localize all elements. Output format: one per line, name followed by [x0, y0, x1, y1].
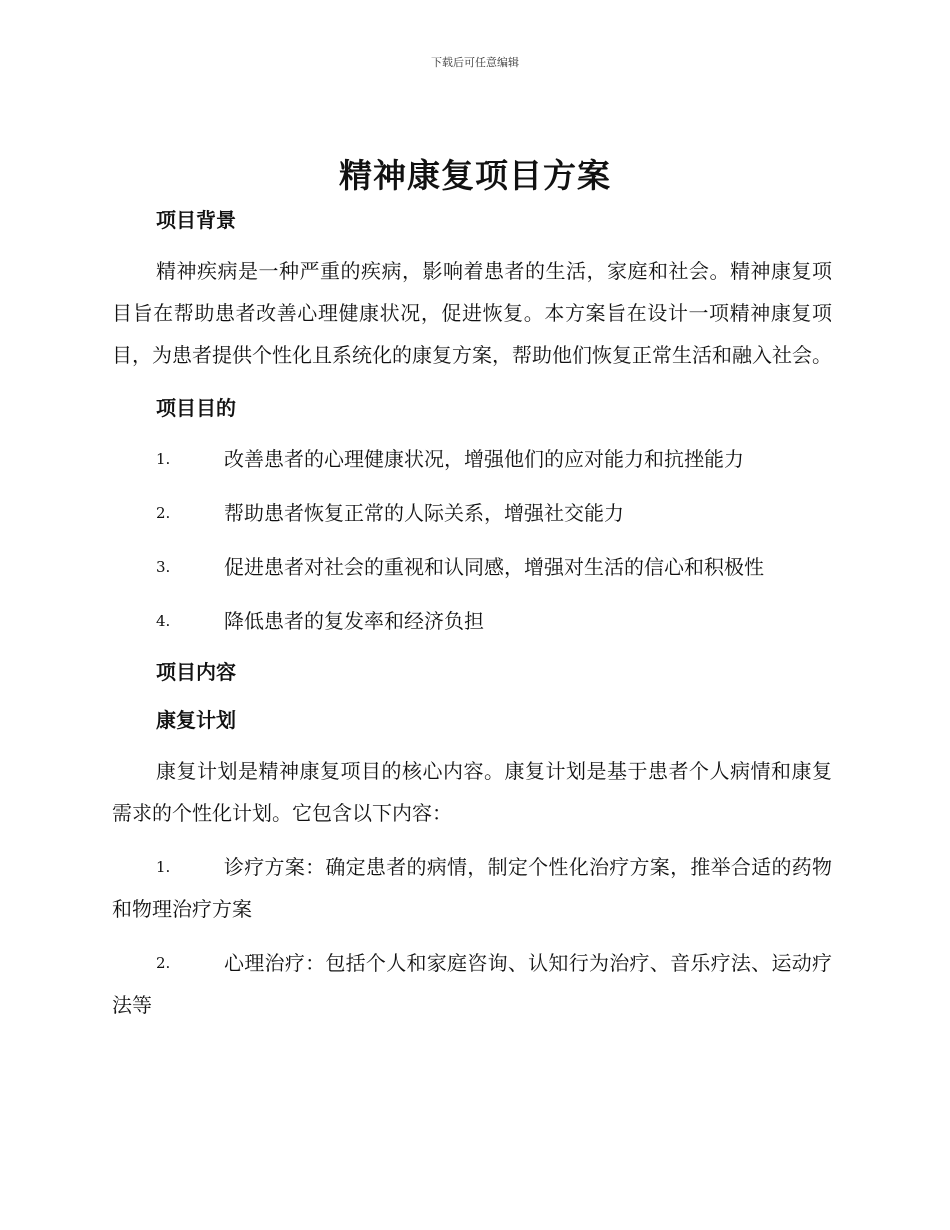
- list-text: 促进患者对社会的重视和认同感，增强对生活的信心和积极性: [224, 555, 764, 579]
- list-item: [112, 438, 832, 480]
- list-text: 改善患者的心理健康状况，增强他们的应对能力和抗挫能力: [224, 447, 744, 471]
- list-text: 心理治疗：包括个人和家庭咨询、认知行为治疗、音乐疗法、运动疗法等: [112, 951, 832, 1017]
- list-item: [112, 546, 832, 588]
- list-item: [112, 492, 832, 534]
- paragraph-plan: 康复计划是精神康复项目的核心内容。康复计划是基于患者个人病情和康复需求的个性化计划。它包含以下内容：: [112, 759, 832, 825]
- list-number: 2.: [156, 504, 171, 522]
- heading-content: 项目内容: [156, 660, 236, 684]
- heading-background: 项目背景: [156, 208, 236, 232]
- document-body: [112, 202, 832, 1026]
- list-item: [112, 846, 832, 930]
- header-note: 下载后可任意编辑: [431, 56, 519, 69]
- list-number: 1.: [156, 858, 171, 876]
- heading-plan: 康复计划: [156, 708, 236, 732]
- heading-purpose: 项目目的: [156, 396, 236, 420]
- list-number: 1.: [156, 450, 171, 468]
- list-text: 帮助患者恢复正常的人际关系，增强社交能力: [224, 501, 624, 525]
- list-text: 诊疗方案：确定患者的病情，制定个性化治疗方案，推举合适的药物和物理治疗方案: [112, 855, 832, 921]
- paragraph-background: 精神疾病是一种严重的疾病，影响着患者的生活，家庭和社会。精神康复项目旨在帮助患者改善心理健康状况，促进恢复。本方案旨在设计一项精神康复项目，为患者提供个性化且系统化的康复方案，帮助他们恢复正常生活和融入社会。: [112, 259, 832, 367]
- list-item: [112, 600, 832, 642]
- list-number: 4.: [156, 612, 171, 630]
- list-item: [112, 942, 832, 1026]
- list-number: 3.: [156, 558, 171, 576]
- list-text: 降低患者的复发率和经济负担: [224, 609, 484, 633]
- document-title: 精神康复项目方案: [339, 156, 611, 195]
- list-number: 2.: [156, 954, 171, 972]
